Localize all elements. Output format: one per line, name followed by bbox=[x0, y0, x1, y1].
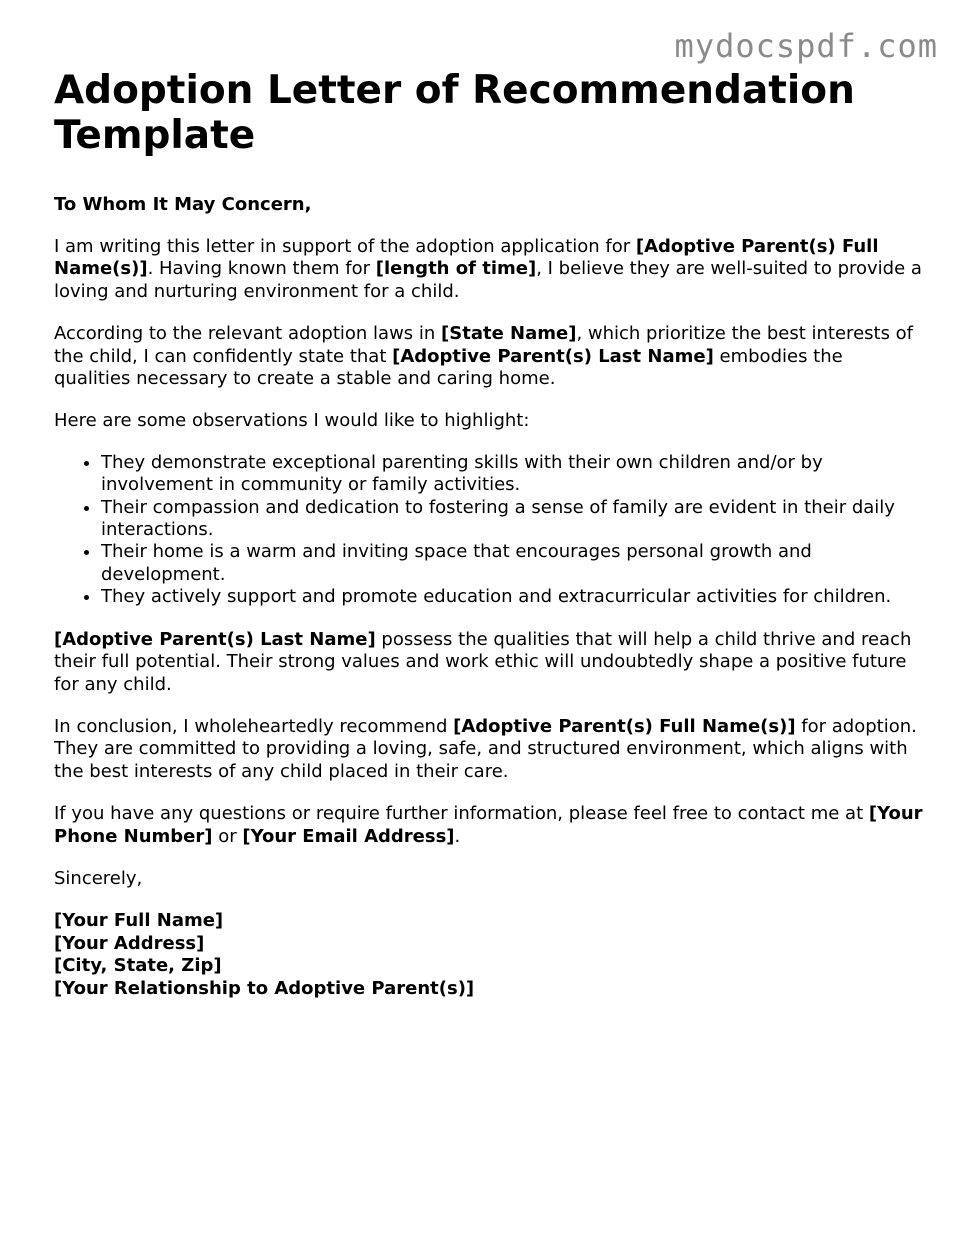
closing: Sincerely, bbox=[54, 867, 143, 889]
list-item: • Their home is a warm and inviting space that encourages personal growth and development. bbox=[101, 541, 924, 586]
placeholder-length-of-time: [length of time] bbox=[375, 258, 537, 280]
paragraph-intro-text-3: , I believe they are well-suited to provide a loving and nurturing environment for a child. bbox=[54, 258, 922, 302]
page-title: Adoption Letter of Recommendation Template bbox=[54, 68, 855, 158]
placeholder-email-address: [Your Email Address] bbox=[242, 825, 455, 847]
signature-address: [Your Address] bbox=[54, 932, 205, 954]
paragraph-conclusion bbox=[54, 716, 924, 783]
paragraph-intro bbox=[54, 236, 924, 303]
observations-list bbox=[54, 452, 924, 609]
paragraph-laws bbox=[54, 323, 924, 390]
paragraph-laws-text-1: According to the relevant adoption laws in bbox=[54, 323, 442, 345]
placeholder-adoptive-parents-last-name: [Adoptive Parent(s) Last Name] bbox=[392, 345, 714, 367]
list-item: • They demonstrate exceptional parenting skills with their own children and/or by involvement in community or family activities. bbox=[101, 452, 924, 497]
placeholder-adoptive-parents-full-name: [Adoptive Parent(s) Full Name(s)] bbox=[453, 715, 796, 737]
paragraph-qualities-text: possess the qualities that will help a child thrive and reach their full potential. Their strong values and work ethic will undoubtedly shape a positive future for any child. bbox=[54, 628, 912, 695]
paragraph-contact bbox=[54, 803, 924, 848]
paragraph-contact-text-3: . bbox=[454, 825, 461, 847]
observations-intro: Here are some observations I would like to highlight: bbox=[54, 410, 530, 432]
greeting: To Whom It May Concern, bbox=[54, 194, 312, 215]
letter-body bbox=[54, 68, 924, 1000]
signature-relationship: [Your Relationship to Adoptive Parent(s)] bbox=[54, 977, 475, 999]
paragraph-conclusion-text-2: for adoption. They are committed to providing a loving, safe, and structured environment, which aligns with the best interests of any child placed in their care. bbox=[54, 715, 917, 782]
placeholder-adoptive-parents-full-name: [Adoptive Parent(s) Full Name(s)] bbox=[54, 236, 879, 280]
paragraph-qualities bbox=[54, 629, 924, 696]
paragraph-laws-text-3: embodies the qualities necessary to create a stable and caring home. bbox=[54, 345, 843, 390]
placeholder-state-name: [State Name] bbox=[441, 323, 577, 345]
signature-full-name: [Your Full Name] bbox=[54, 910, 224, 932]
paragraph-intro-text-2: . Having known them for bbox=[147, 258, 376, 280]
paragraph-laws-text-2: , which prioritize the best interests of the child, I can confidently state that bbox=[54, 323, 914, 367]
watermark: mydocspdf.com bbox=[674, 27, 938, 65]
signature-city-state-zip: [City, State, Zip] bbox=[54, 955, 222, 977]
paragraph-contact-text-2: or bbox=[212, 825, 243, 847]
list-item: • They actively support and promote education and extracurricular activities for children. bbox=[101, 586, 924, 608]
placeholder-adoptive-parents-last-name: [Adoptive Parent(s) Last Name] bbox=[54, 628, 376, 650]
signature-block bbox=[54, 910, 924, 1000]
paragraph-conclusion-text-1: In conclusion, I wholeheartedly recommend bbox=[54, 715, 454, 737]
paragraph-contact-text-1: If you have any questions or require further information, please feel free to contact me at bbox=[54, 803, 869, 825]
placeholder-phone-number: [Your Phone Number] bbox=[54, 803, 923, 847]
list-item: • Their compassion and dedication to fostering a sense of family are evident in their daily interactions. bbox=[101, 497, 924, 542]
paragraph-intro-text-1: I am writing this letter in support of the adoption application for bbox=[54, 236, 636, 257]
